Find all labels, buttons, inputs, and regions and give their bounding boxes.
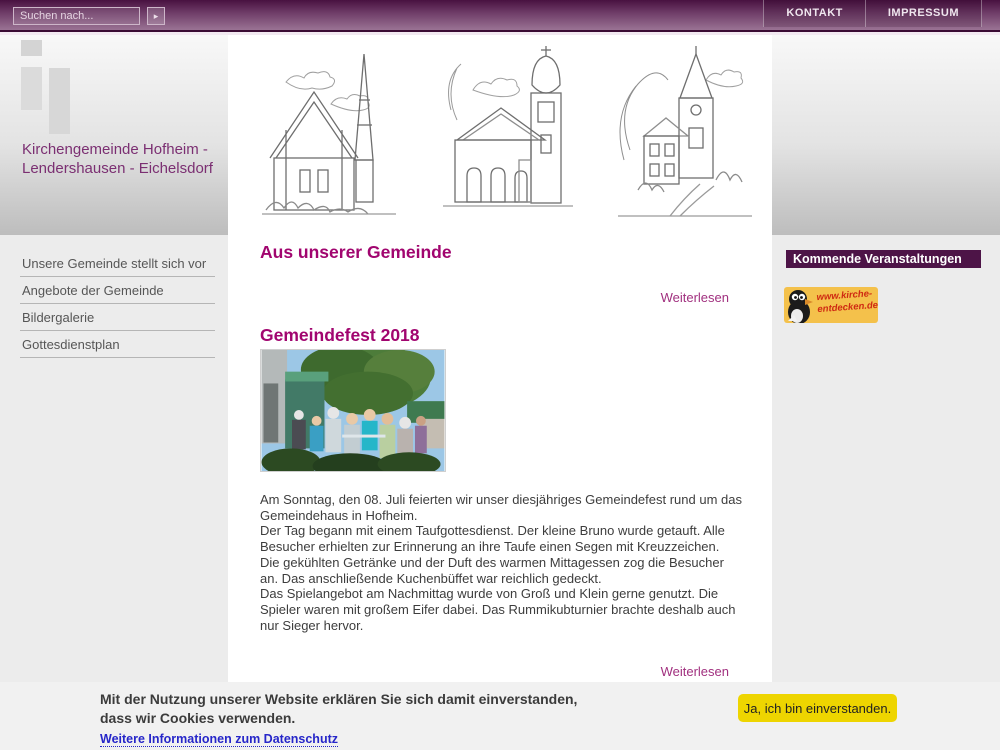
logo-block-icon <box>21 40 42 56</box>
section-title: Aus unserer Gemeinde <box>260 242 452 262</box>
search-submit-button[interactable] <box>147 7 165 25</box>
search-form <box>13 7 165 25</box>
search-input[interactable] <box>13 7 140 25</box>
weiterlesen-link-bottom[interactable]: Weiterlesen <box>660 664 729 680</box>
top-bar <box>0 0 1000 30</box>
top-nav-impressum[interactable]: IMPRESSUM <box>865 0 982 27</box>
cookie-banner <box>0 682 1000 750</box>
article-paragraph: Das Spielangebot am Nachmittag wurde von Groß und Klein gerne genutzt. Die Spieler waren mit großem Eifer dabei. Das Rummikubturnier brachte deshalb auch nur Sieger hervor. <box>260 586 736 633</box>
article-paragraph: Die gekühlten Getränke und der Duft des warmen Mittagessen zog die Besucher an. Das anschließende Kuchenbüffet war reichlich gedeckt. <box>260 554 724 586</box>
events-header: Kommende Veranstaltungen <box>786 250 981 268</box>
cookie-message: Mit der Nutzung unserer Website erklären Sie sich damit einverstanden, dass wir Cookies verwenden. <box>100 691 578 726</box>
article-area <box>228 242 772 681</box>
article-paragraph: Am Sonntag, den 08. Juli feierten wir unser diesjähriges Gemeindefest rund um das Gemeindehaus in Hofheim. <box>260 492 742 523</box>
sidebar-item-unsere-gemeinde[interactable]: Unsere Gemeinde stellt sich vor <box>20 250 215 277</box>
main-column <box>228 35 772 750</box>
sidebar-item-angebote[interactable]: Angebote der Gemeinde <box>20 277 215 304</box>
church-drawing-lendershausen <box>433 40 581 230</box>
church-drawing-eichelsdorf <box>610 40 758 230</box>
church-drawing-hofheim <box>256 40 404 230</box>
cookie-accept-button[interactable]: Ja, ich bin einverstanden. <box>738 694 897 722</box>
search-arrow-icon: ▸ <box>153 11 159 21</box>
top-nav <box>763 0 982 27</box>
site-title-line1: Kirchengemeinde Hofheim - <box>22 141 208 158</box>
article-paragraph: Der Tag begann mit einem Taufgottesdienst. Der kleine Bruno wurde getauft. Alle Besucher erhielten zur Erinnerung an ihre Taufe einen Segen mit Kreuzzeichen. <box>260 523 725 555</box>
article-title: Gemeindefest 2018 <box>260 325 420 345</box>
weiterlesen-link-top[interactable]: Weiterlesen <box>660 290 729 305</box>
logo-block-icon <box>21 67 42 110</box>
cookie-privacy-link[interactable]: Weitere Informationen zum Datenschutz <box>100 732 338 746</box>
sidebar-nav <box>20 250 215 358</box>
church-drawings <box>228 35 772 235</box>
article-body <box>260 492 742 633</box>
sidebar-item-gottesdienstplan[interactable]: Gottesdienstplan <box>20 331 215 358</box>
site-title-line2: Lendershausen - Eichelsdorf <box>22 160 213 177</box>
crow-icon <box>784 287 818 323</box>
logo-block-icon <box>49 68 70 134</box>
article-photo-gemeindefest <box>260 349 446 472</box>
site-title <box>22 140 232 178</box>
top-nav-kontakt[interactable]: KONTAKT <box>763 0 864 27</box>
banner-url-text: www.kirche- entdecken.de <box>816 288 878 316</box>
kirche-entdecken-banner[interactable] <box>784 287 878 323</box>
sidebar-item-bildergalerie[interactable]: Bildergalerie <box>20 304 215 331</box>
